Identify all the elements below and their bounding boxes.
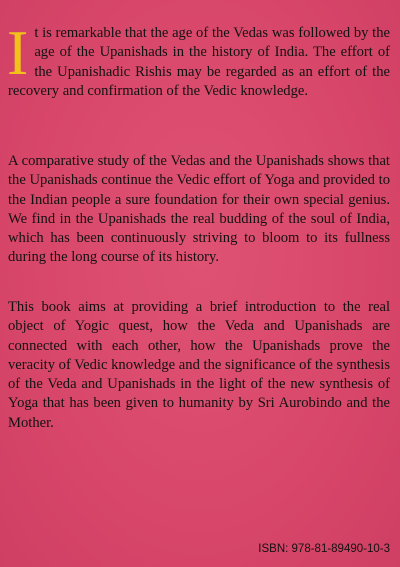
- paragraph-comparative-study: A comparative study of the Vedas and the Upanishads shows that the Upanishads continue the Vedic effort of Yoga and provided to the Indian people a sure foundation for their own special genius. We find in the Upanishads the real budding of the soul of India, which has been continuously striving to bloom to its fullness during the long course of its history.: [8, 153, 390, 266]
- paragraph-book-aims: This book aims at providing a brief introduction to the real object of Yogic quest, how the Veda and Upanishads are connected with each other, how the Upanishads prove the veracity of Vedic knowledge and the significance of the synthesis of the Veda and Upanishads in the light of the new synthesis of Yoga that has been given to humanity by Sri Aurobindo and the Mother.: [8, 299, 390, 431]
- dropcap-letter: I: [7, 17, 29, 88]
- paragraph-intro: [7, 17, 390, 101]
- isbn-number: ISBN: 978-81-89490-10-3: [258, 543, 390, 555]
- paragraph-intro-text: t is remarkable that the age of the Vedas was followed by the age of the Upanishads in the history of India. The effort of the Upanishadic Rishis may be regarded as an effort of the recovery and confirmation of the Vedic knowledge.: [8, 25, 390, 99]
